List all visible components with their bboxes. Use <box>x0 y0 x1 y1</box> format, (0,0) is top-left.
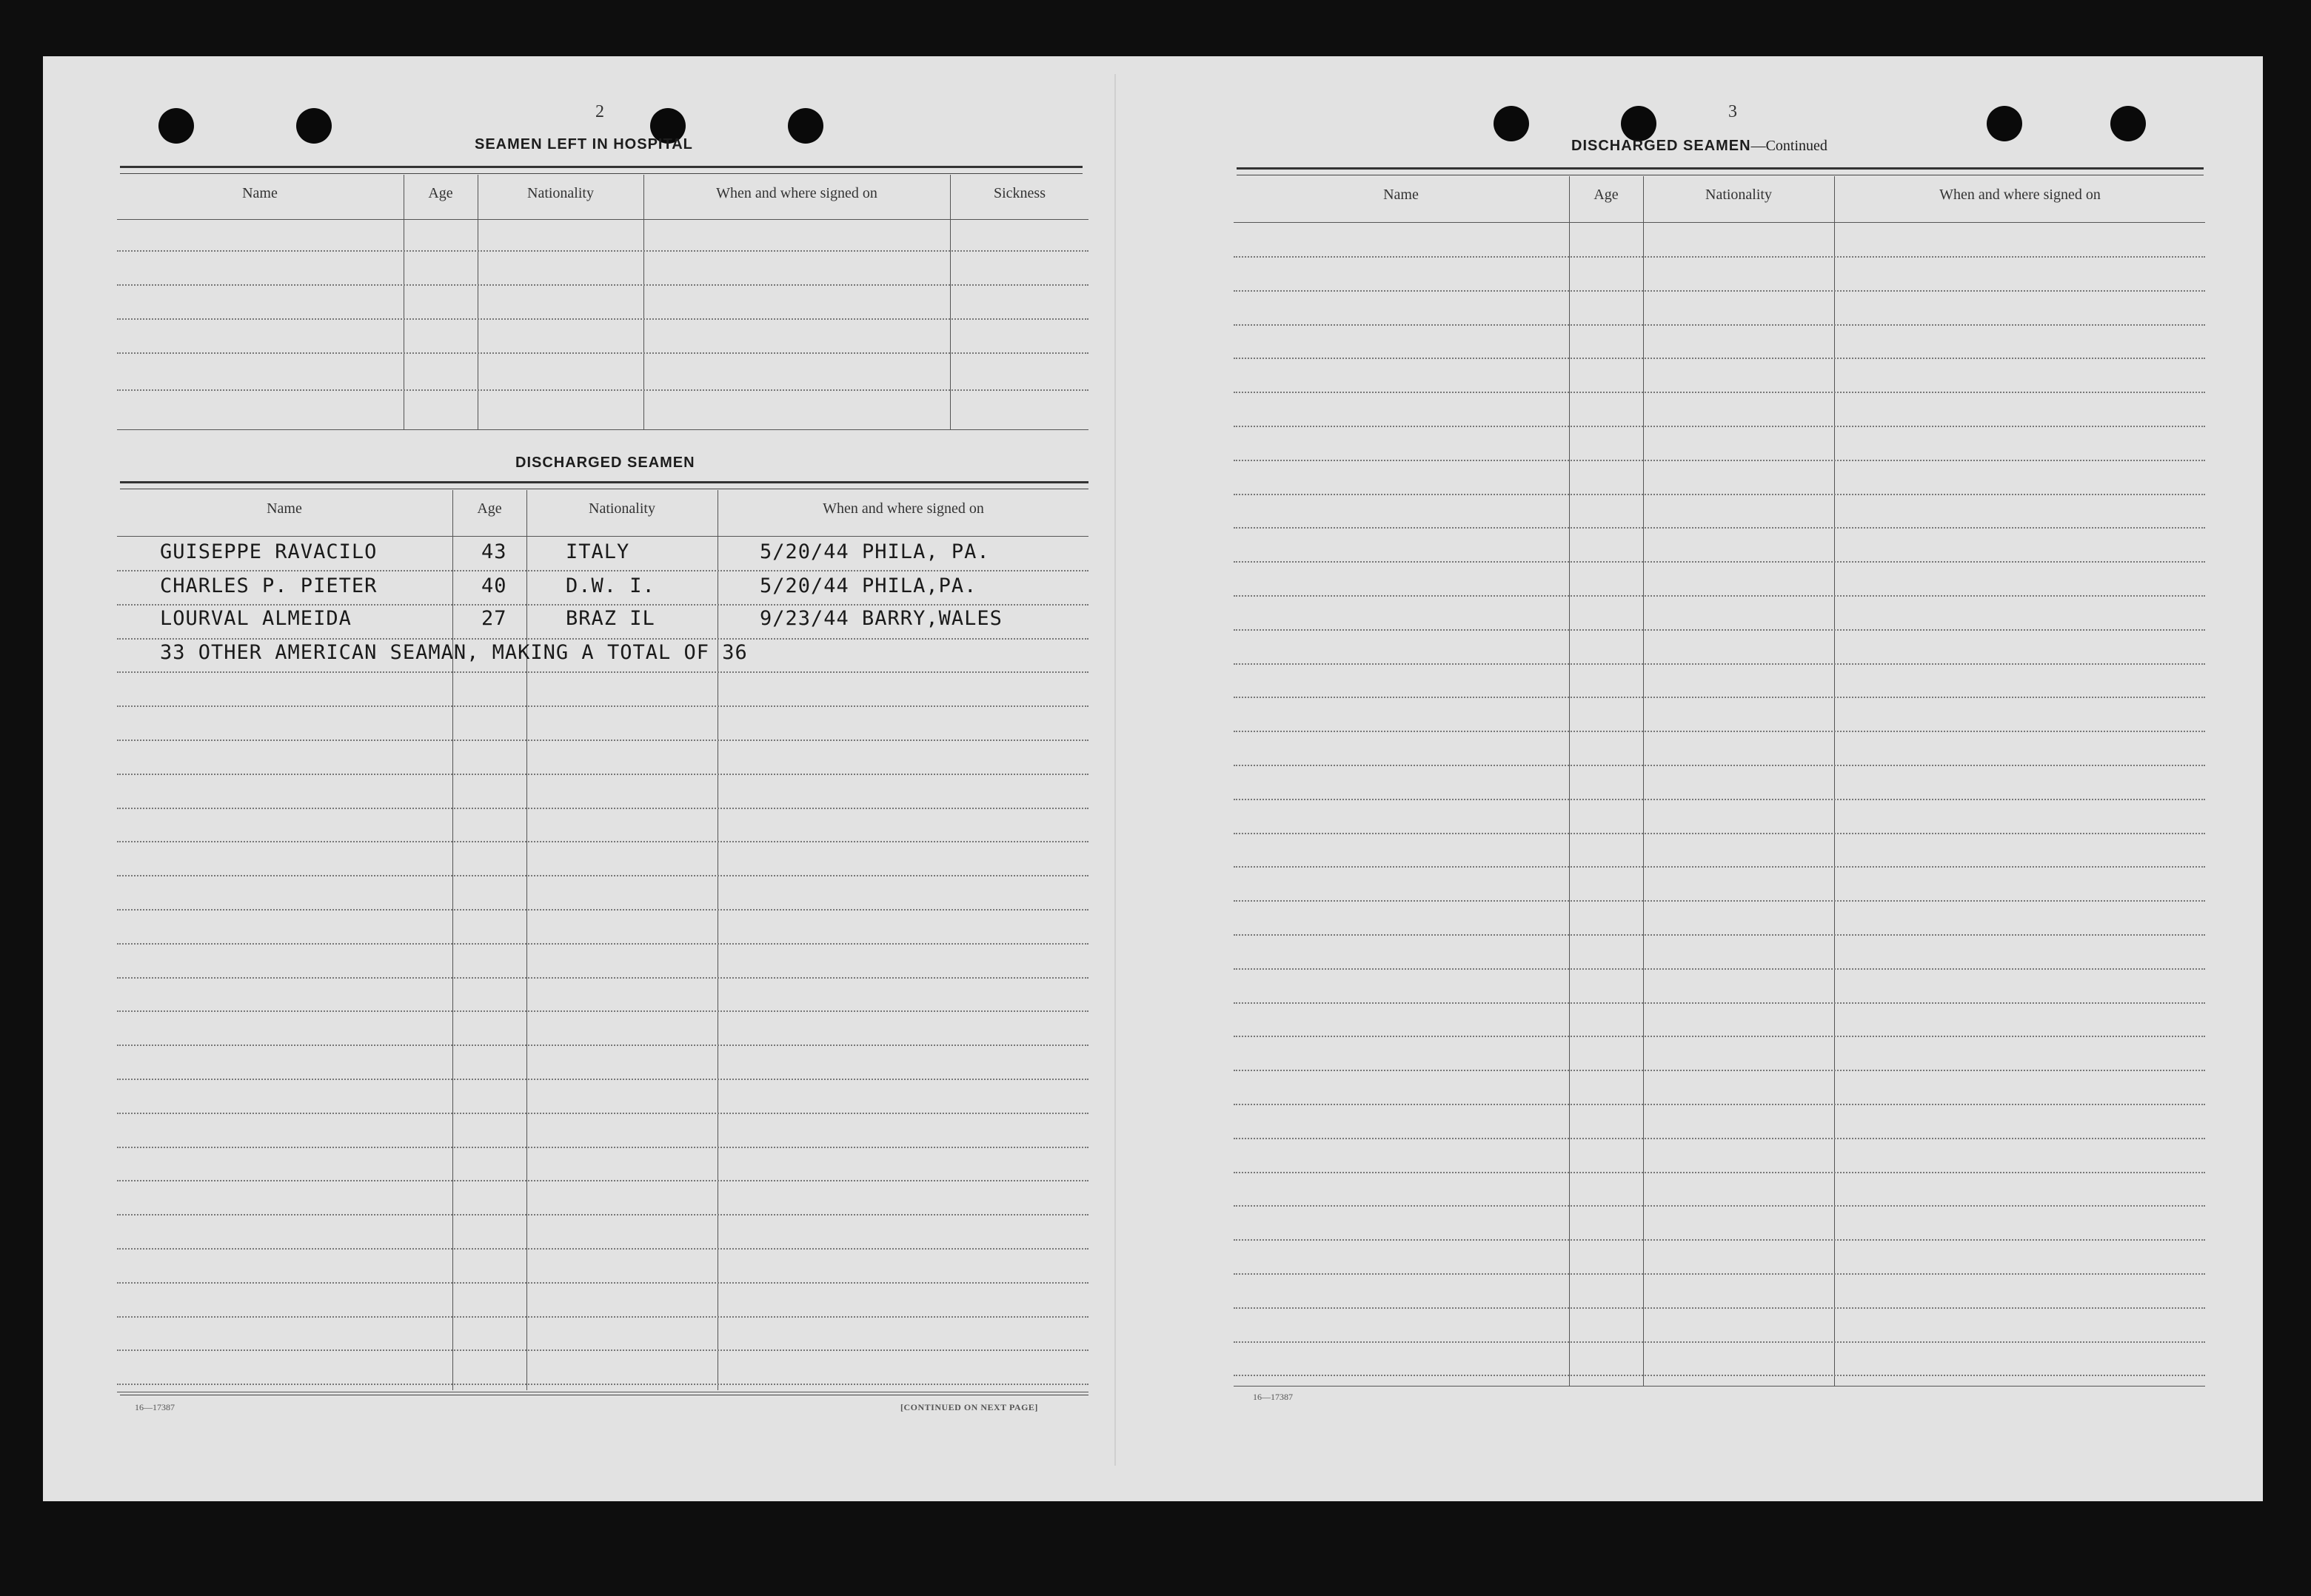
col-header-name: Name <box>242 185 278 201</box>
row-line <box>1234 426 2205 427</box>
row-line <box>117 671 1088 673</box>
row-line <box>117 977 1088 979</box>
row-line <box>1234 663 2205 665</box>
row-line <box>117 318 1088 320</box>
row-line <box>117 705 1088 707</box>
row-line <box>117 1316 1088 1318</box>
row-line <box>117 740 1088 741</box>
punch-hole <box>2110 106 2146 141</box>
col-header-nationality: Nationality <box>589 500 655 517</box>
punch-hole <box>788 108 823 144</box>
col-header-sickness: Sickness <box>994 185 1046 201</box>
table-row-signed-on: 9/23/44 BARRY,WALES <box>760 607 1003 630</box>
form-number-left: 16—17387 <box>135 1402 175 1412</box>
col-header-nationality: Nationality <box>527 185 594 201</box>
page-number-right: 3 <box>1728 102 1737 121</box>
row-line <box>117 389 1088 391</box>
table-bottom-line <box>1234 1386 2205 1387</box>
punch-hole <box>1621 106 1656 141</box>
row-line <box>1234 866 2205 868</box>
continued-note: [CONTINUED ON NEXT PAGE] <box>900 1402 1038 1412</box>
row-line <box>1234 1307 2205 1309</box>
row-line <box>1234 1002 2205 1004</box>
row-line <box>117 1214 1088 1216</box>
table-row-nationality: ITALY <box>566 540 630 563</box>
row-line <box>1234 900 2205 902</box>
row-line <box>117 1045 1088 1046</box>
hospital-top-rule-thin <box>120 173 1083 174</box>
hospital-section-title: SEAMEN LEFT IN HOSPITAL <box>475 136 693 152</box>
hospital-top-rule <box>120 166 1083 168</box>
row-line <box>1234 595 2205 597</box>
col-header-age: Age <box>1593 187 1619 203</box>
punch-hole <box>158 108 194 144</box>
punch-hole <box>1987 106 2022 141</box>
row-line <box>117 1248 1088 1250</box>
table-row-age: 43 <box>481 540 507 563</box>
row-line <box>117 1349 1088 1351</box>
form-number-right: 16—17387 <box>1253 1392 1293 1402</box>
row-line <box>117 1010 1088 1012</box>
header-underline <box>117 219 1088 220</box>
col-header-signed-on: When and where signed on <box>1939 187 2101 203</box>
row-line <box>1234 290 2205 292</box>
row-line <box>1234 629 2205 631</box>
row-line <box>1234 494 2205 495</box>
punch-hole <box>1494 106 1529 141</box>
row-line <box>1234 799 2205 800</box>
col-header-name: Name <box>267 500 302 517</box>
row-line <box>1234 697 2205 698</box>
col-header-age: Age <box>477 500 502 517</box>
row-line <box>1234 324 2205 326</box>
right-top-rule <box>1237 167 2204 170</box>
row-line <box>1234 358 2205 359</box>
row-line <box>117 604 1088 606</box>
row-line <box>117 808 1088 809</box>
row-line <box>117 943 1088 945</box>
row-line <box>1234 1172 2205 1173</box>
hospital-table <box>117 175 1088 429</box>
table-row-nationality: BRAZ IL <box>566 607 655 630</box>
row-line <box>1234 1375 2205 1376</box>
row-line <box>1234 833 2205 834</box>
right-section-title <box>1571 138 1827 155</box>
page-number-left: 2 <box>595 102 604 121</box>
col-header-name: Name <box>1383 187 1419 203</box>
punch-hole <box>296 108 332 144</box>
row-line <box>117 1384 1088 1385</box>
row-line <box>117 1180 1088 1181</box>
row-line <box>117 909 1088 911</box>
row-line <box>1234 1341 2205 1343</box>
discharged-table <box>117 490 1088 1393</box>
right-section-title-main: DISCHARGED SEAMEN <box>1571 138 1751 154</box>
row-line <box>1234 968 2205 970</box>
col-divider <box>950 175 951 429</box>
right-section-title-suffix: —Continued <box>1750 138 1827 154</box>
col-divider <box>452 490 453 1390</box>
header-underline <box>117 536 1088 537</box>
row-line <box>117 250 1088 252</box>
col-divider <box>526 490 527 1390</box>
table-row-signed-on: 5/20/44 PHILA, PA. <box>760 540 990 563</box>
row-line <box>1234 731 2205 732</box>
row-line <box>117 774 1088 775</box>
col-header-age: Age <box>428 185 453 201</box>
total-note: 33 OTHER AMERICAN SEAMAN, MAKING A TOTAL OF 36 <box>160 641 748 664</box>
row-line <box>1234 765 2205 766</box>
row-line <box>117 352 1088 354</box>
table-row-nationality: D.W. I. <box>566 574 655 597</box>
row-line <box>1234 1205 2205 1207</box>
row-line <box>1234 1036 2205 1037</box>
row-line <box>1234 460 2205 461</box>
table-row-name: LOURVAL ALMEIDA <box>160 607 352 630</box>
page-fold <box>1114 74 1116 1466</box>
table-row-age: 27 <box>481 607 507 630</box>
row-line <box>1234 1239 2205 1241</box>
right-discharged-table <box>1234 176 2205 1387</box>
row-line <box>117 1147 1088 1148</box>
row-line <box>117 570 1088 571</box>
col-divider <box>643 175 644 429</box>
row-line <box>1234 1104 2205 1105</box>
table-bottom-line <box>117 429 1088 430</box>
col-header-nationality: Nationality <box>1705 187 1772 203</box>
row-line <box>1234 1138 2205 1139</box>
row-line <box>1234 1070 2205 1071</box>
table-row-name: GUISEPPE RAVACILO <box>160 540 378 563</box>
table-row-name: CHARLES P. PIETER <box>160 574 378 597</box>
row-line <box>117 1079 1088 1080</box>
table-row-age: 40 <box>481 574 507 597</box>
discharged-section-title: DISCHARGED SEAMEN <box>515 455 695 471</box>
row-line <box>1234 392 2205 393</box>
row-line <box>117 1113 1088 1114</box>
row-line <box>117 1282 1088 1284</box>
row-line <box>117 875 1088 876</box>
col-header-signed-on: When and where signed on <box>716 185 877 201</box>
row-line <box>1234 527 2205 529</box>
row-line <box>117 284 1088 286</box>
row-line <box>117 841 1088 842</box>
row-line <box>1234 256 2205 258</box>
row-line <box>1234 1273 2205 1275</box>
header-underline <box>1234 222 2205 223</box>
table-row-signed-on: 5/20/44 PHILA,PA. <box>760 574 977 597</box>
col-header-signed-on: When and where signed on <box>823 500 984 517</box>
row-line <box>1234 561 2205 563</box>
row-line <box>1234 934 2205 936</box>
discharged-top-rule <box>120 481 1088 483</box>
row-line <box>117 638 1088 640</box>
